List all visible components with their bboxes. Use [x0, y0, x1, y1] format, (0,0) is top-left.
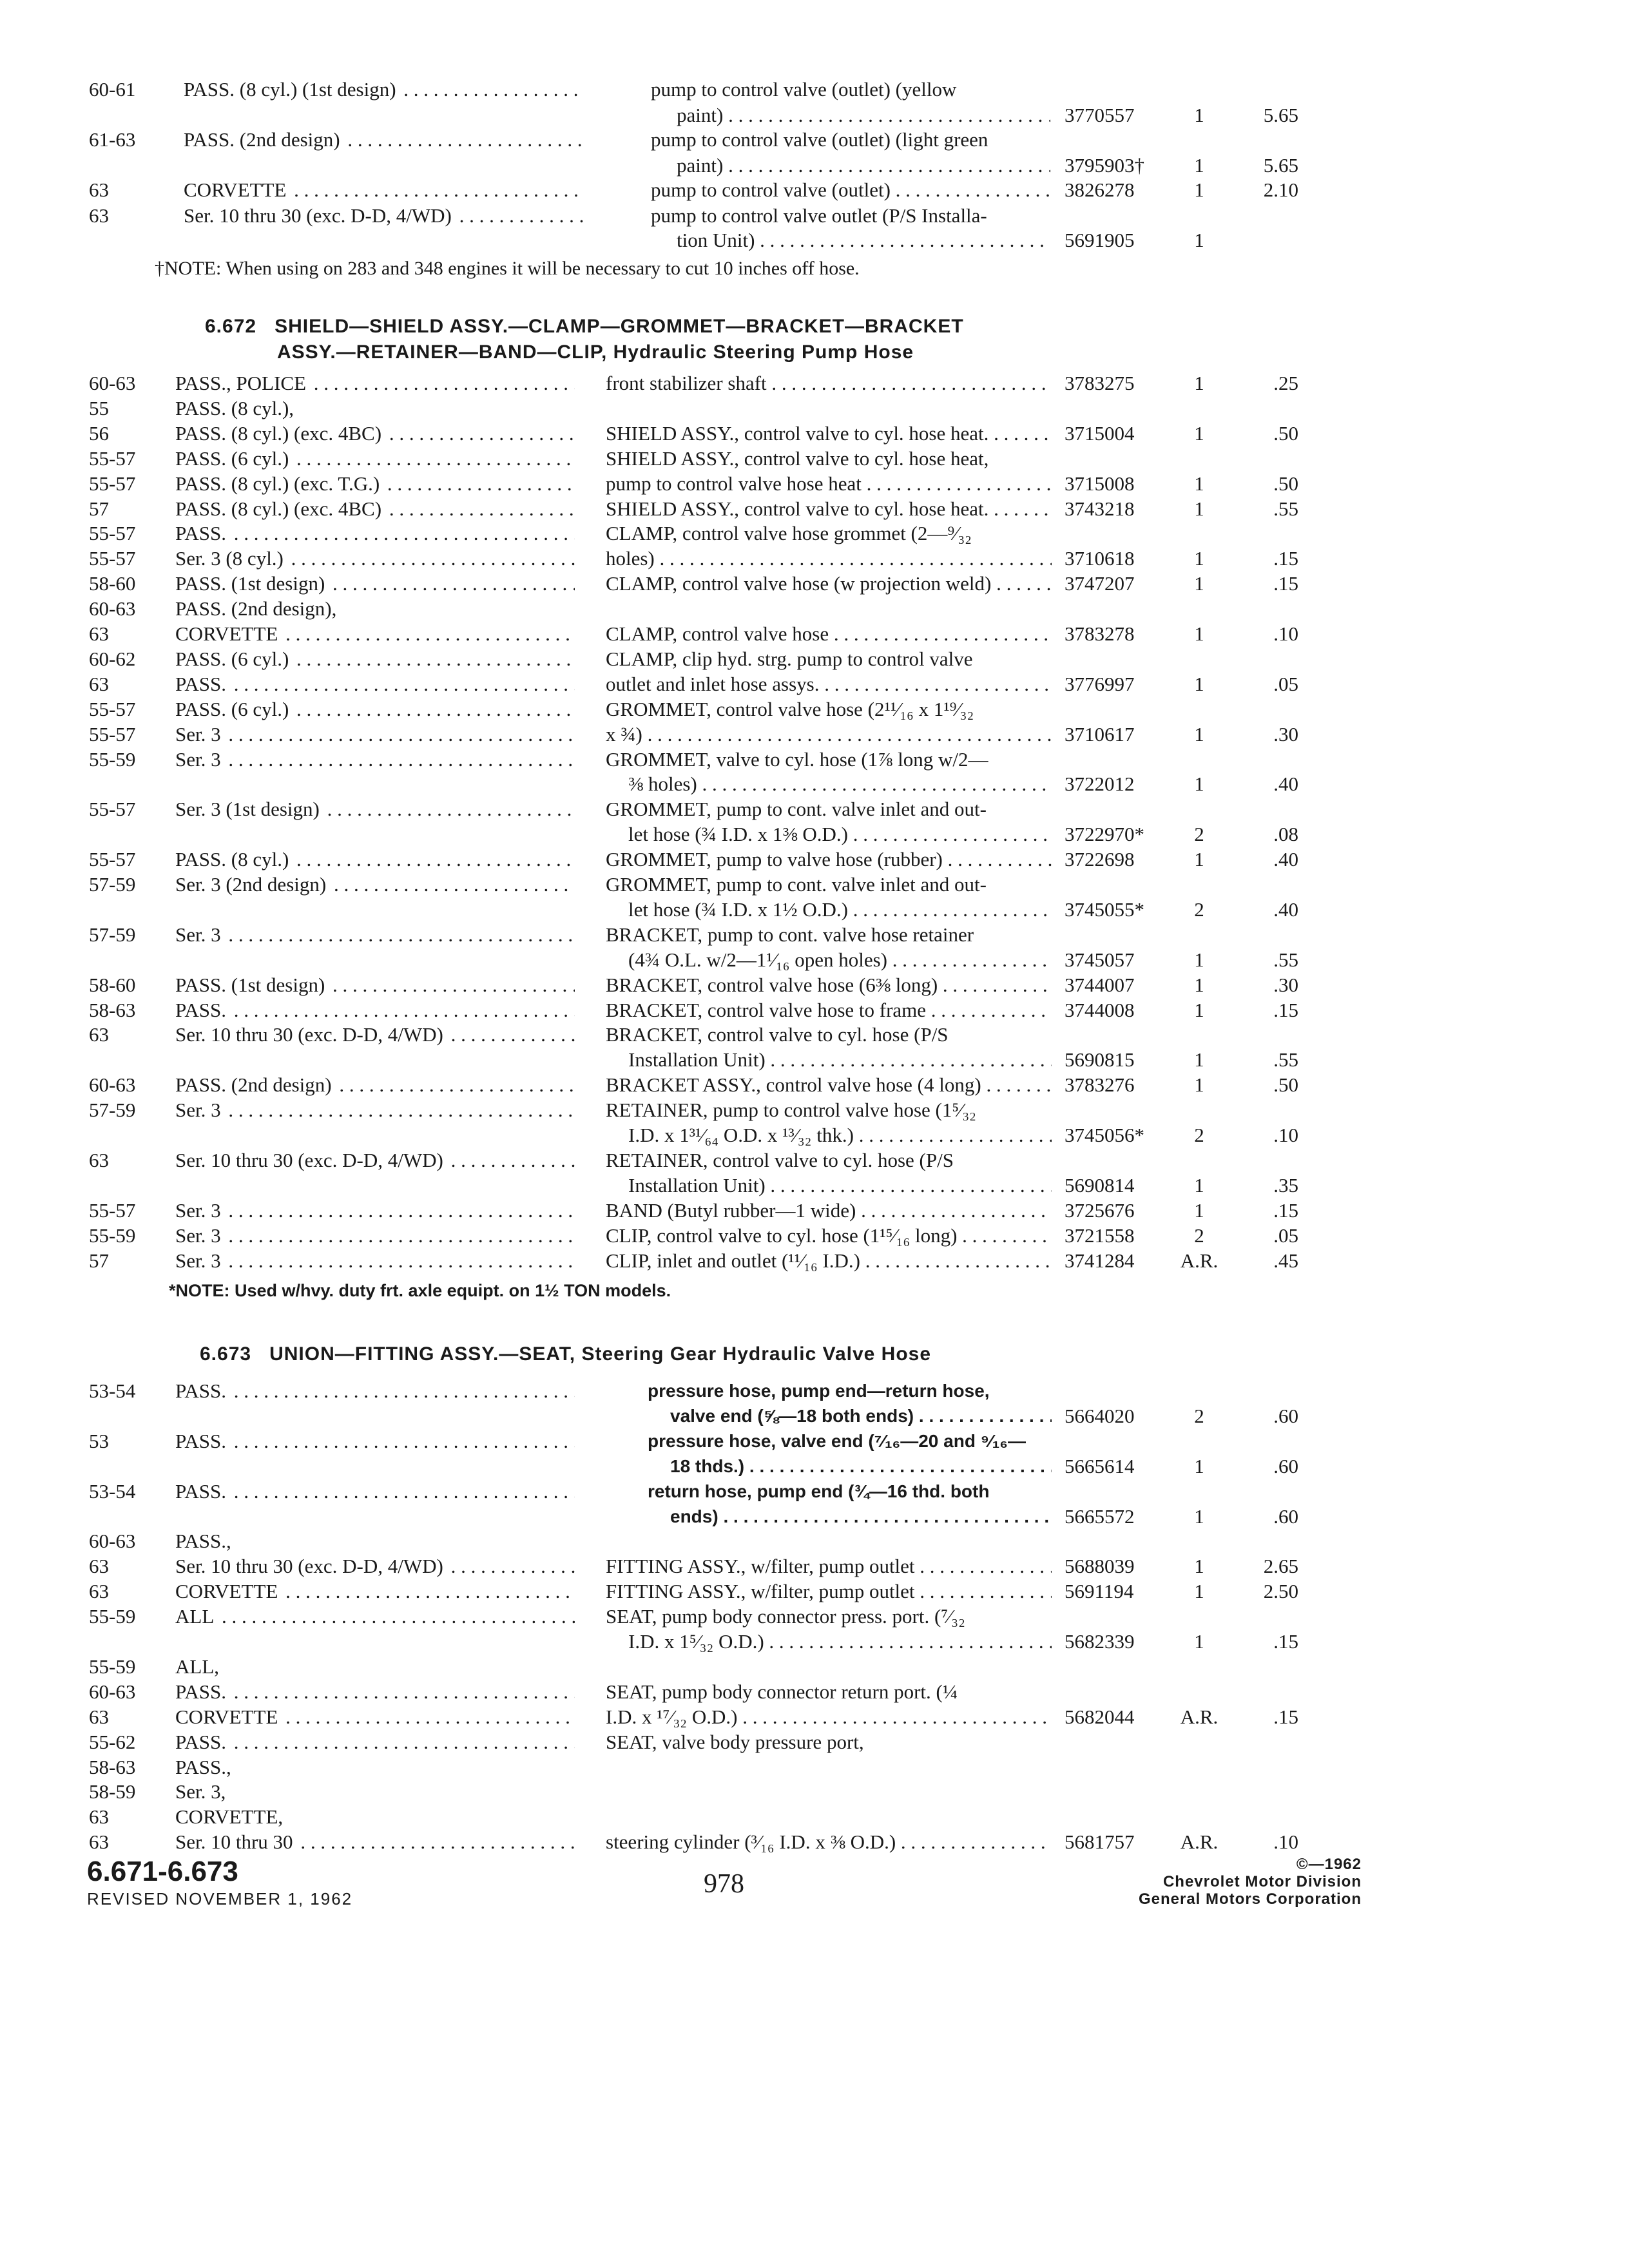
year-cell: 58-60 [89, 572, 136, 595]
quantity-cell: 1 [1194, 472, 1204, 495]
description-cell: CLAMP, control valve hose grommet (2—⁹⁄₃₂ [606, 522, 972, 545]
year-cell: 63 [89, 622, 109, 645]
application-cell: Ser. 3 (1st design) . . . [175, 797, 575, 822]
application-cell: PASS. . . . [175, 521, 575, 546]
year-cell: 53-54 [89, 1479, 136, 1503]
application-cell: PASS. (8 cyl.) (exc. T.G.) . . . [175, 472, 575, 496]
description-cell: pump to control valve outlet (P/S Installa- [651, 204, 987, 227]
year-cell: 55-59 [89, 1224, 136, 1247]
price-cell: .25 [1273, 372, 1298, 394]
description-cell: I.D. x ¹⁷⁄₃₂ O.D.) . . . [606, 1705, 1052, 1729]
quantity-cell: 1 [1194, 973, 1204, 996]
quantity-cell: 1 [1194, 848, 1204, 871]
part-number-cell: 3744008 [1065, 998, 1135, 1021]
price-cell: .45 [1273, 1249, 1298, 1272]
part-number-cell: 3776997 [1065, 672, 1135, 695]
application-cell: Ser. 10 thru 30 . . . [175, 1830, 575, 1854]
application-cell: PASS. (2nd design), [175, 597, 575, 621]
price-cell: .50 [1273, 421, 1298, 445]
description-cell: GROMMET, pump to valve hose (rubber) . . . [606, 847, 1052, 872]
description-cell: let hose (¾ I.D. x 1½ O.D.) . . . [628, 898, 1052, 922]
year-cell: 57 [89, 497, 109, 520]
description-cell: steering cylinder (³⁄₁₆ I.D. x ⅜ O.D.) . . . [606, 1830, 1052, 1854]
price-cell: .60 [1273, 1454, 1298, 1477]
application-cell: CORVETTE, [175, 1805, 575, 1829]
price-cell: .15 [1273, 1198, 1298, 1222]
price-cell: .08 [1273, 823, 1298, 846]
part-number-cell: 3747207 [1065, 572, 1135, 595]
application-cell: PASS. . . . [175, 1680, 575, 1704]
quantity-cell: 2 [1194, 823, 1204, 846]
price-cell: .15 [1273, 1705, 1298, 1728]
description-cell: GROMMET, valve to cyl. hose (1⅞ long w/2— [606, 747, 988, 771]
application-cell: PASS., [175, 1755, 575, 1780]
part-number-cell: 5664020 [1065, 1404, 1135, 1427]
description-cell: GROMMET, control valve hose (2¹¹⁄₁₆ x 1¹⁹⁄₃₂ [606, 697, 974, 720]
footer-left [87, 1856, 352, 1909]
description-cell: ends) . . . [670, 1504, 1052, 1529]
application-cell: PASS. (6 cyl.) . . . [175, 447, 575, 471]
page-number: 978 [704, 1869, 744, 1899]
year-cell: 63 [89, 178, 109, 201]
corporation: General Motors Corporation [1138, 1890, 1362, 1908]
quantity-cell: 1 [1194, 1198, 1204, 1222]
description-cell: I.D. x 1³¹⁄₆₄ O.D. x ¹³⁄₃₂ thk.) . . . [628, 1123, 1052, 1148]
section-title: UNION—FITTING ASSY.—SEAT, Steering Gear Hydraulic Valve Hose [269, 1343, 932, 1365]
part-number-cell: 3715008 [1065, 472, 1135, 495]
part-number-cell: 3725676 [1065, 1198, 1135, 1222]
price-cell: .15 [1273, 998, 1298, 1021]
year-cell: 58-60 [89, 973, 136, 996]
application-cell: Ser. 10 thru 30 (exc. D-D, 4/WD) . . . [175, 1148, 575, 1173]
year-cell: 55-57 [89, 722, 136, 745]
application-cell: CORVETTE . . . [175, 1705, 575, 1729]
year-cell: 55-57 [89, 798, 136, 821]
year-cell: 58-63 [89, 1755, 136, 1778]
description-cell: BRACKET, control valve hose to frame . . . [606, 998, 1052, 1023]
description-cell: BRACKET, control valve to cyl. hose (P/S [606, 1023, 949, 1046]
application-cell: PASS. (2nd design) . . . [175, 1073, 575, 1097]
part-number-cell: 3745056* [1065, 1124, 1144, 1146]
description-cell: x ¾) . . . [606, 722, 1052, 747]
year-cell: 60-63 [89, 1530, 136, 1553]
description-cell: ⅜ holes) . . . [628, 772, 1052, 796]
quantity-cell: 1 [1194, 154, 1204, 177]
application-cell: Ser. 3 . . . [175, 1224, 575, 1248]
description-cell: valve end (⅝—18 both ends) . . . [670, 1404, 1052, 1428]
description-cell: BRACKET, pump to cont. valve hose retainer [606, 923, 974, 946]
price-cell: .05 [1273, 1224, 1298, 1247]
application-cell: PASS. (8 cyl.) . . . [175, 847, 575, 872]
description-cell: SHIELD ASSY., control valve to cyl. hose heat. . . . [606, 497, 1052, 521]
application-cell: PASS. . . . [175, 672, 575, 697]
division: Chevrolet Motor Division [1162, 1873, 1362, 1890]
year-cell: 63 [89, 1555, 109, 1578]
price-cell: .15 [1273, 547, 1298, 570]
description-cell: return hose, pump end (¾—16 thd. both [648, 1481, 990, 1501]
application-cell: PASS. (6 cyl.) . . . [175, 697, 575, 722]
year-cell: 63 [89, 1805, 109, 1829]
description-cell: FITTING ASSY., w/filter, pump outlet . . . [606, 1554, 1052, 1579]
description-cell: tion Unit) . . . [677, 228, 1050, 253]
description-cell: SEAT, pump body connector press. port. (⁷⁄₃₂ [606, 1605, 965, 1628]
application-cell: PASS. (1st design) . . . [175, 973, 575, 997]
application-cell: CORVETTE . . . [184, 178, 583, 202]
description-cell: BRACKET, control valve hose (6⅜ long) . . . [606, 973, 1052, 997]
application-cell: PASS. . . . [175, 1429, 575, 1454]
year-cell: 53-54 [89, 1379, 136, 1402]
application-cell: Ser. 3 . . . [175, 1249, 575, 1273]
price-cell: .05 [1273, 672, 1298, 695]
part-number-cell: 3722970* [1065, 823, 1144, 846]
quantity-cell: 1 [1194, 104, 1204, 126]
description-cell: FITTING ASSY., w/filter, pump outlet . . . [606, 1579, 1052, 1604]
quantity-cell: 1 [1194, 948, 1204, 971]
part-number-cell: 3744007 [1065, 973, 1135, 996]
year-cell: 55-59 [89, 747, 136, 771]
year-cell: 57-59 [89, 1099, 136, 1122]
quantity-cell: 1 [1194, 773, 1204, 796]
application-cell: PASS. (8 cyl.), [175, 396, 575, 421]
price-cell: .55 [1273, 1048, 1298, 1072]
price-cell: 2.50 [1263, 1580, 1298, 1603]
year-cell: 56 [89, 421, 109, 445]
year-cell: 63 [89, 204, 109, 227]
application-cell: PASS. . . . [175, 1479, 575, 1504]
price-cell: .60 [1273, 1404, 1298, 1427]
quantity-cell: 2 [1194, 1224, 1204, 1247]
part-number-cell: 5691194 [1065, 1580, 1134, 1603]
section-heading-line2: ASSY.—RETAINER—BAND—CLIP, Hydraulic Steering Pump Hose [277, 341, 914, 363]
year-cell: 60-63 [89, 1680, 136, 1703]
part-number-cell: 3721558 [1065, 1224, 1135, 1247]
description-cell: pump to control valve (outlet) (yellow [651, 78, 957, 101]
part-number-cell: 3722698 [1065, 848, 1135, 871]
description-cell: front stabilizer shaft . . . [606, 371, 1052, 396]
footnote: *NOTE: Used w/hvy. duty frt. axle equipt. on 1½ TON models. [169, 1281, 671, 1300]
description-cell: 18 thds.) . . . [670, 1454, 1052, 1479]
price-cell: .30 [1273, 973, 1298, 996]
section-number: 6.672 [205, 316, 257, 337]
year-cell: 55-57 [89, 522, 136, 545]
quantity-cell: 2 [1194, 898, 1204, 921]
application-cell: ALL, [175, 1655, 575, 1679]
description-cell: let hose (¾ I.D. x 1⅜ O.D.) . . . [628, 822, 1052, 847]
year-cell: 63 [89, 1148, 109, 1171]
part-number-cell: 3826278 [1065, 178, 1135, 201]
year-cell: 60-63 [89, 1073, 136, 1097]
description-cell: CLAMP, clip hyd. strg. pump to control valve [606, 647, 973, 670]
year-cell: 60-63 [89, 597, 136, 620]
quantity-cell: 1 [1194, 1173, 1204, 1196]
description-cell: GROMMET, pump to cont. valve inlet and out- [606, 798, 987, 821]
price-cell: .10 [1273, 1831, 1298, 1854]
application-cell: PASS. . . . [175, 1730, 575, 1754]
part-number-cell: 3745055* [1065, 898, 1144, 921]
revised-date: REVISED NOVEMBER 1, 1962 [87, 1889, 353, 1908]
section-number: 6.673 [200, 1343, 252, 1365]
price-cell: .10 [1273, 622, 1298, 645]
part-number-cell: 3783278 [1065, 622, 1135, 645]
quantity-cell: 1 [1194, 178, 1204, 201]
description-cell: pressure hose, pump end—return hose, [648, 1381, 990, 1401]
description-cell: outlet and inlet hose assys. . . . [606, 672, 1052, 697]
price-cell: .40 [1273, 848, 1298, 871]
year-cell: 55-57 [89, 697, 136, 720]
application-cell: Ser. 3 . . . [175, 722, 575, 747]
quantity-cell: 1 [1194, 1555, 1204, 1578]
application-cell: Ser. 3 . . . [175, 747, 575, 772]
description-cell: SEAT, pump body connector return port. (¼ [606, 1680, 958, 1703]
application-cell: PASS. (8 cyl.) (1st design) . . . [184, 77, 583, 102]
application-cell: PASS., [175, 1529, 575, 1553]
quantity-cell: 1 [1194, 1454, 1204, 1477]
quantity-cell: 2 [1194, 1124, 1204, 1146]
application-cell: Ser. 3 . . . [175, 1198, 575, 1223]
quantity-cell: 1 [1194, 229, 1204, 251]
year-cell: 57-59 [89, 873, 136, 896]
year-cell: 63 [89, 1023, 109, 1046]
description-cell: I.D. x 1⁵⁄₃₂ O.D.) . . . [628, 1629, 1052, 1654]
footnote: †NOTE: When using on 283 and 348 engines it will be necessary to cut 10 inches off hose. [155, 258, 860, 279]
year-cell: 60-62 [89, 647, 136, 670]
application-cell: Ser. 3 (8 cyl.) . . . [175, 546, 575, 571]
part-number-cell: 5690814 [1065, 1173, 1135, 1196]
description-cell: holes) . . . [606, 546, 1052, 571]
year-cell: 58-63 [89, 998, 136, 1021]
part-number-cell: 5665614 [1065, 1454, 1135, 1477]
description-cell: Installation Unit) . . . [628, 1173, 1052, 1198]
description-cell: GROMMET, pump to cont. valve inlet and out- [606, 873, 987, 896]
part-number-cell: 3783275 [1065, 372, 1135, 394]
application-cell: Ser. 3 (2nd design) . . . [175, 872, 575, 897]
year-cell: 53 [89, 1429, 109, 1452]
quantity-cell: 1 [1194, 572, 1204, 595]
quantity-cell: A.R. [1180, 1705, 1219, 1728]
description-cell: SHIELD ASSY., control valve to cyl. hose heat, [606, 447, 989, 470]
part-number-cell: 3795903† [1065, 154, 1144, 177]
year-cell: 55-57 [89, 547, 136, 570]
application-cell: Ser. 10 thru 30 (exc. D-D, 4/WD) . . . [175, 1554, 575, 1579]
quantity-cell: 1 [1194, 1580, 1204, 1603]
year-cell: 60-61 [89, 78, 136, 101]
part-number-cell: 3741284 [1065, 1249, 1135, 1272]
application-cell: PASS. (8 cyl.) (exc. 4BC) . . . [175, 421, 575, 446]
quantity-cell: 2 [1194, 1404, 1204, 1427]
description-cell: pump to control valve (outlet) (light green [651, 128, 988, 151]
quantity-cell: 1 [1194, 1048, 1204, 1072]
year-cell: 55-57 [89, 848, 136, 871]
section-range: 6.671-6.673 [87, 1856, 238, 1887]
part-number-cell: 3783276 [1065, 1073, 1135, 1097]
year-cell: 55-57 [89, 472, 136, 495]
year-cell: 58-59 [89, 1780, 136, 1803]
price-cell: .10 [1273, 1124, 1298, 1146]
application-cell: Ser. 3, [175, 1780, 575, 1804]
price-cell: .60 [1273, 1504, 1298, 1528]
price-cell: 5.65 [1263, 104, 1298, 126]
description-cell: pump to control valve hose heat . . . [606, 472, 1052, 496]
price-cell: .55 [1273, 497, 1298, 520]
application-cell: Ser. 3 . . . [175, 923, 575, 947]
price-cell: .35 [1273, 1173, 1298, 1196]
application-cell: PASS. (6 cyl.) . . . [175, 647, 575, 671]
description-cell: paint) . . . [677, 103, 1050, 128]
price-cell: .15 [1273, 1630, 1298, 1653]
description-cell: CLIP, control valve to cyl. hose (1¹⁵⁄₁₆ long) . . . [606, 1224, 1052, 1248]
year-cell: 63 [89, 672, 109, 695]
section-heading [200, 1343, 931, 1365]
part-number-cell: 5682044 [1065, 1705, 1135, 1728]
part-number-cell: 5688039 [1065, 1555, 1135, 1578]
part-number-cell: 5691905 [1065, 229, 1135, 251]
part-number-cell: 5690815 [1065, 1048, 1135, 1072]
quantity-cell: 1 [1194, 998, 1204, 1021]
part-number-cell: 3710617 [1065, 722, 1135, 745]
part-number-cell: 3715004 [1065, 421, 1135, 445]
description-cell: CLAMP, control valve hose . . . [606, 622, 1052, 646]
year-cell: 63 [89, 1705, 109, 1728]
application-cell: PASS. (2nd design) . . . [184, 128, 583, 152]
description-cell: (4¾ O.L. w/2—1¹⁄₁₆ open holes) . . . [628, 948, 1052, 972]
copyright: ©—1962 [1296, 1856, 1362, 1873]
part-number-cell: 5681757 [1065, 1831, 1135, 1854]
quantity-cell: 1 [1194, 622, 1204, 645]
description-cell: Installation Unit) . . . [628, 1048, 1052, 1072]
quantity-cell: A.R. [1180, 1249, 1219, 1272]
description-cell: CLAMP, control valve hose (w projection weld) . . . [606, 572, 1052, 596]
application-cell: PASS. (8 cyl.) (exc. 4BC) . . . [175, 497, 575, 521]
application-cell: PASS. (1st design) . . . [175, 572, 575, 596]
description-cell: CLIP, inlet and outlet (¹¹⁄₁₆ I.D.) . . . [606, 1249, 1052, 1273]
year-cell: 55-59 [89, 1655, 136, 1678]
year-cell: 63 [89, 1831, 109, 1854]
application-cell: Ser. 3 . . . [175, 1098, 575, 1122]
price-cell: .50 [1273, 1073, 1298, 1097]
application-cell: PASS., POLICE . . . [175, 371, 575, 396]
description-cell: BRACKET ASSY., control valve hose (4 long) . . . [606, 1073, 1052, 1097]
part-number-cell: 3770557 [1065, 104, 1135, 126]
quantity-cell: 1 [1194, 547, 1204, 570]
price-cell: .50 [1273, 472, 1298, 495]
section-title: SHIELD—SHIELD ASSY.—CLAMP—GROMMET—BRACKET—BRACKET [275, 316, 964, 337]
part-number-cell: 3710618 [1065, 547, 1135, 570]
description-cell: SHIELD ASSY., control valve to cyl. hose heat. . . . [606, 421, 1052, 446]
price-cell: 2.10 [1263, 178, 1298, 201]
year-cell: 55-57 [89, 447, 136, 470]
description-cell: RETAINER, pump to control valve hose (1⁵⁄₃₂ [606, 1099, 976, 1122]
year-cell: 55-57 [89, 1198, 136, 1222]
application-cell: PASS. . . . [175, 1379, 575, 1403]
application-cell: ALL . . . [175, 1604, 575, 1629]
price-cell: .15 [1273, 572, 1298, 595]
section-heading [205, 316, 964, 338]
part-number-cell: 5682339 [1065, 1630, 1135, 1653]
quantity-cell: 1 [1194, 421, 1204, 445]
price-cell: .55 [1273, 948, 1298, 971]
quantity-cell: 1 [1194, 497, 1204, 520]
application-cell: Ser. 10 thru 30 (exc. D-D, 4/WD) . . . [175, 1023, 575, 1047]
quantity-cell: 1 [1194, 722, 1204, 745]
application-cell: CORVETTE . . . [175, 1579, 575, 1604]
year-cell: 61-63 [89, 128, 136, 151]
description-cell: BAND (Butyl rubber—1 wide) . . . [606, 1198, 1052, 1223]
year-cell: 60-63 [89, 372, 136, 394]
part-number-cell: 3743218 [1065, 497, 1135, 520]
quantity-cell: 1 [1194, 672, 1204, 695]
year-cell: 63 [89, 1580, 109, 1603]
description-cell: RETAINER, control valve to cyl. hose (P/S [606, 1148, 954, 1171]
footer-right [1139, 1856, 1362, 1908]
year-cell: 55 [89, 396, 109, 419]
year-cell: 57 [89, 1249, 109, 1272]
year-cell: 55-59 [89, 1605, 136, 1628]
price-cell: .40 [1273, 773, 1298, 796]
year-cell: 55-62 [89, 1730, 136, 1753]
price-cell: .40 [1273, 898, 1298, 921]
quantity-cell: 1 [1194, 1504, 1204, 1528]
price-cell: .30 [1273, 722, 1298, 745]
quantity-cell: 1 [1194, 1073, 1204, 1097]
application-cell: Ser. 10 thru 30 (exc. D-D, 4/WD) . . . [184, 204, 583, 228]
part-number-cell: 3722012 [1065, 773, 1135, 796]
description-cell: SEAT, valve body pressure port, [606, 1730, 864, 1753]
quantity-cell: 1 [1194, 1630, 1204, 1653]
description-cell: pressure hose, valve end (⁷⁄₁₆—20 and ⁹⁄₁₆— [648, 1430, 1026, 1451]
year-cell: 57-59 [89, 923, 136, 946]
quantity-cell: A.R. [1180, 1831, 1219, 1854]
part-number-cell: 5665572 [1065, 1504, 1135, 1528]
price-cell: 5.65 [1263, 154, 1298, 177]
application-cell: PASS. . . . [175, 998, 575, 1023]
description-cell: pump to control valve (outlet) . . . [651, 178, 1050, 202]
description-cell: paint) . . . [677, 153, 1050, 178]
application-cell: CORVETTE . . . [175, 622, 575, 646]
part-number-cell: 3745057 [1065, 948, 1135, 971]
quantity-cell: 1 [1194, 372, 1204, 394]
price-cell: 2.65 [1263, 1555, 1298, 1578]
